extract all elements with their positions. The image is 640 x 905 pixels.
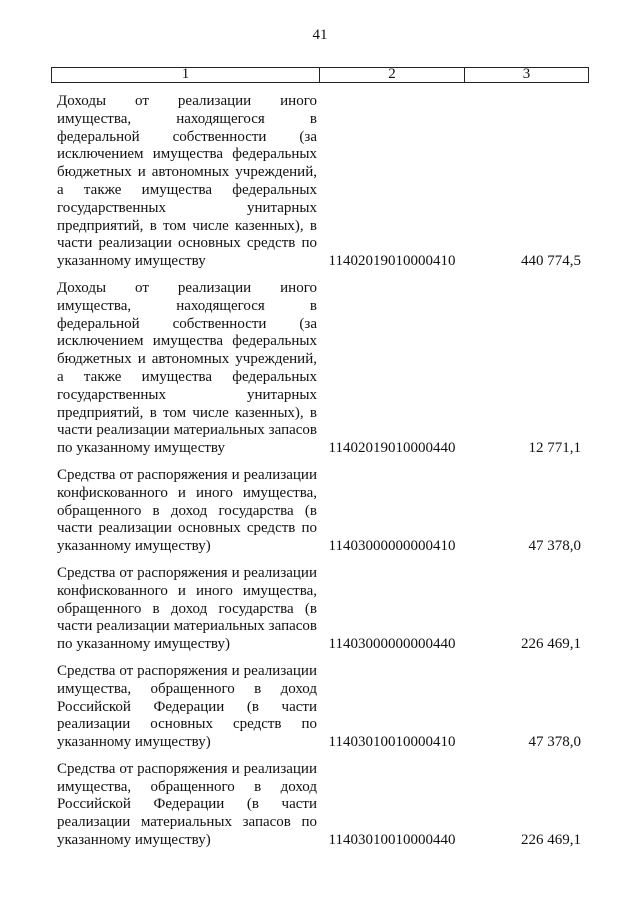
page-number: 41 <box>312 27 328 43</box>
row-description: Доходы от реализации иного имущества, находящегося в федеральной собственности (за исключением имущества федеральных бюджетных и автономных учреждений, а также имущества федеральных государственных унитарных предприятий, в том числе казенных), в части реализации материальных запасов по указанному имуществу <box>57 279 317 457</box>
row-code: 11403000000000440 <box>328 636 456 653</box>
row-code: 11403010010000440 <box>328 832 456 849</box>
table-row <box>57 565 589 654</box>
row-amount: 47 378,0 <box>528 538 581 555</box>
table-body <box>57 93 589 859</box>
header-column-1: 1 <box>52 68 320 82</box>
header-column-3: 3 <box>522 66 531 82</box>
table-header <box>51 67 589 83</box>
row-description: Доходы от реализации иного имущества, находящегося в федеральной собственности (за исключением имущества федеральных бюджетных и автономных учреждений, а также имущества федеральных государственных унитарных предприятий, в том числе казенных), в части реализации основных средств по указанному имуществу <box>57 93 317 270</box>
row-code: 11402019010000410 <box>328 253 456 270</box>
row-code: 11403010010000410 <box>328 734 456 751</box>
row-amount: 47 378,0 <box>528 734 581 751</box>
row-code: 11402019010000440 <box>328 440 456 457</box>
table-row <box>57 663 589 752</box>
table-row <box>57 280 589 458</box>
row-amount: 12 771,1 <box>528 440 581 457</box>
row-code: 11403000000000410 <box>328 538 456 555</box>
row-amount: 226 469,1 <box>521 636 581 653</box>
table-row <box>57 93 589 271</box>
row-amount: 440 774,5 <box>521 253 581 270</box>
header-column-2: 2 <box>320 68 465 82</box>
row-description: Средства от распоряжения и реализации конфискованного и иного имущества, обращенного в доход государства (в части реализации материальных запасов по указанному имуществу) <box>57 564 317 653</box>
table-row <box>57 467 589 556</box>
row-amount: 226 469,1 <box>521 832 581 849</box>
row-description: Средства от распоряжения и реализации имущества, обращенного в доход Российской Федерации (в части реализации основных средств по указанному имуществу) <box>57 662 317 751</box>
row-description: Средства от распоряжения и реализации конфискованного и иного имущества, обращенного в доход государства (в части реализации основных средств по указанному имуществу) <box>57 466 317 555</box>
table-row <box>57 761 589 850</box>
row-description: Средства от распоряжения и реализации имущества, обращенного в доход Российской Федерации (в части реализации материальных запасов по указанному имуществу) <box>57 760 317 849</box>
